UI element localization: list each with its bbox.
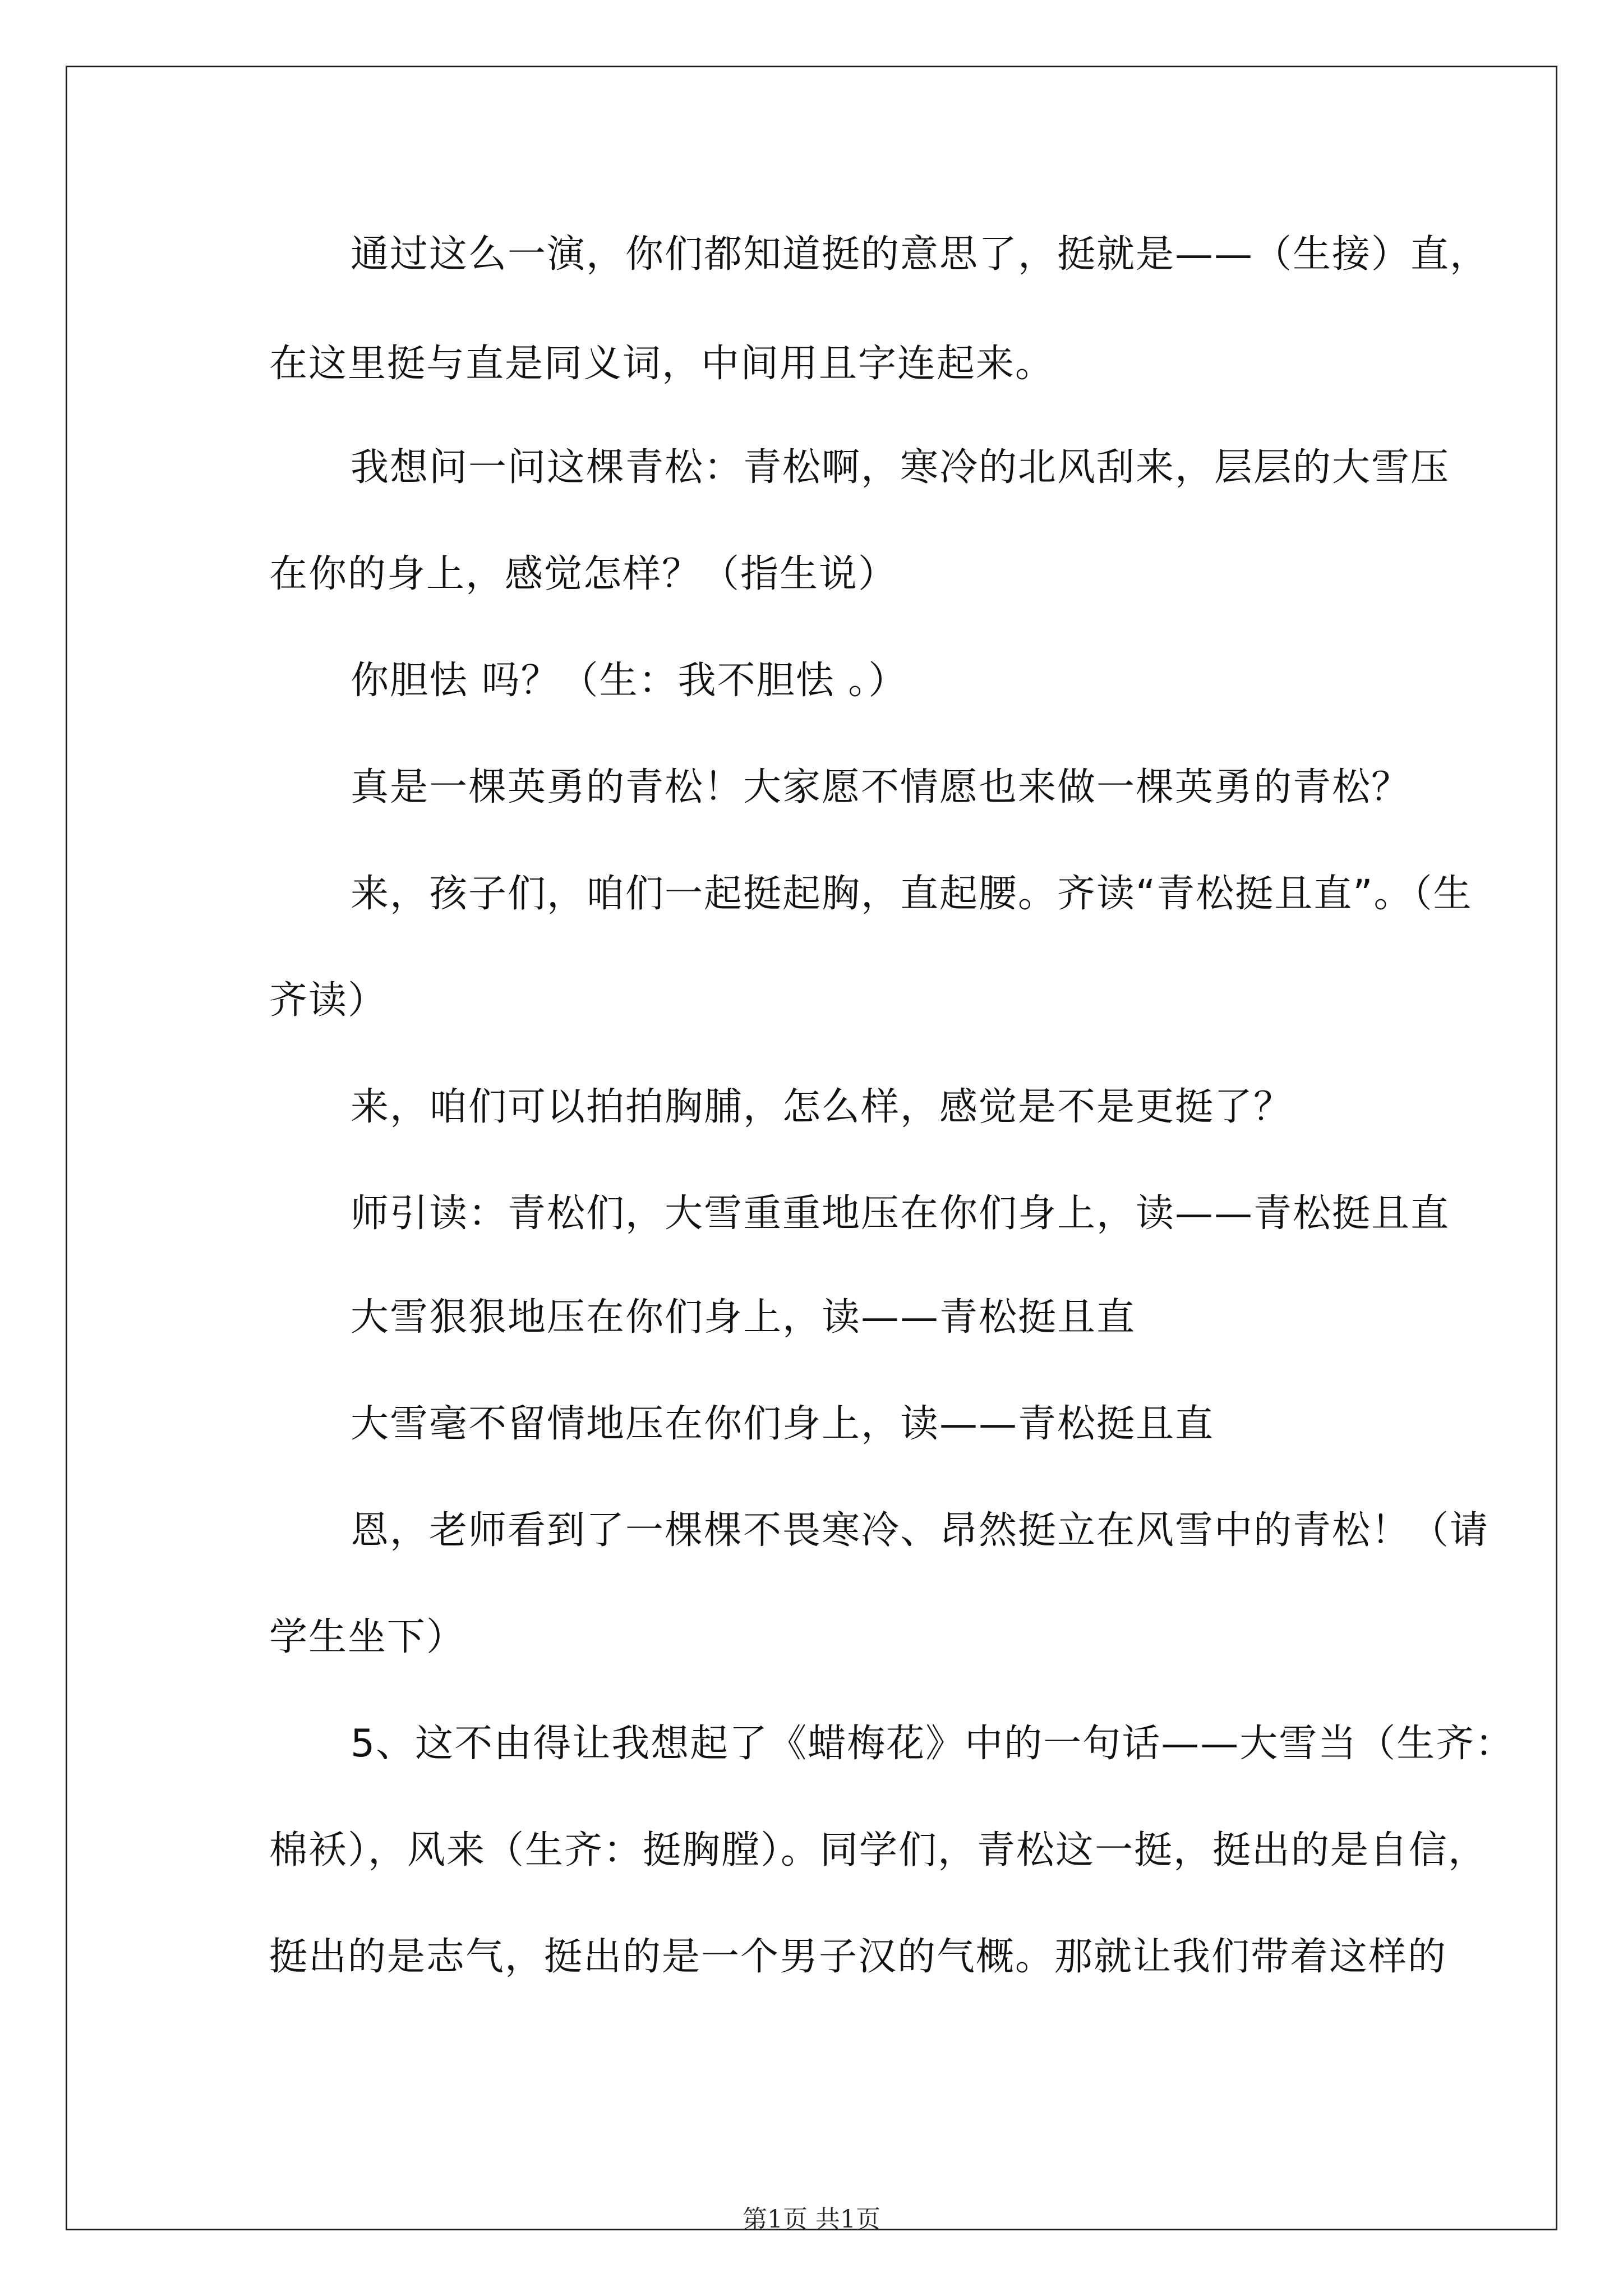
document-body [67, 67, 1556, 2234]
page-frame [66, 66, 1557, 2234]
paragraph-7-line-1: 师引读：青松们，大雪重重地压在你们身上，读——青松挺且直 [351, 1191, 1450, 1236]
paragraph-2-line-2: 在你的身上，感觉怎样？（指生说） [269, 552, 898, 596]
paragraph-5-line-2: 齐读） [269, 978, 388, 1023]
paragraph-11-line-3: 挺出的是志气，挺出的是一个男子汉的气概。那就让我们带着这样的 [269, 1935, 1447, 1979]
paragraph-9-line-1: 大雪毫不留情地压在你们身上，读——青松挺且直 [351, 1402, 1215, 1446]
page-number-footer: 第1页 共1页 [743, 2205, 880, 2234]
paragraph-8-line-1: 大雪狠狠地压在你们身上，读——青松挺且直 [351, 1295, 1136, 1340]
paragraph-5-line-1: 来，孩子们，咱们一起挺起胸，直起腰。齐读“青松挺且直”。（生 [351, 872, 1473, 916]
paragraph-2-line-1: 我想问一问这棵青松：青松啊，寒冷的北风刮来，层层的大雪压 [351, 445, 1450, 490]
paragraph-4-line-1: 真是一棵英勇的青松！大家愿不情愿也来做一棵英勇的青松？ [351, 765, 1411, 809]
paragraph-11-line-1: 5、这不由得让我想起了《蜡梅花》中的一句话——大雪当（生齐： [351, 1722, 1515, 1766]
paragraph-1-line-1: 通过这么一演，你们都知道挺的意思了，挺就是——（生接）直， [351, 232, 1490, 277]
paragraph-11-line-2: 棉袄），风来（生齐：挺胸膛）。同学们，青松这一挺，挺出的是自信， [269, 1828, 1488, 1872]
paragraph-10-line-1: 恩，老师看到了一棵棵不畏寒冷、昂然挺立在风雪中的青松！（请 [351, 1508, 1490, 1553]
paragraph-6-line-1: 来，咱们可以拍拍胸脯，怎么样，感觉是不是更挺了？ [351, 1085, 1293, 1129]
paragraph-1-line-2: 在这里挺与直是同义词，中间用且字连起来。 [269, 342, 1055, 386]
paragraph-3-line-1: 你胆怯 吗？（生：我不胆怯 。） [351, 659, 908, 703]
paragraph-10-line-2: 学生坐下） [269, 1615, 466, 1659]
